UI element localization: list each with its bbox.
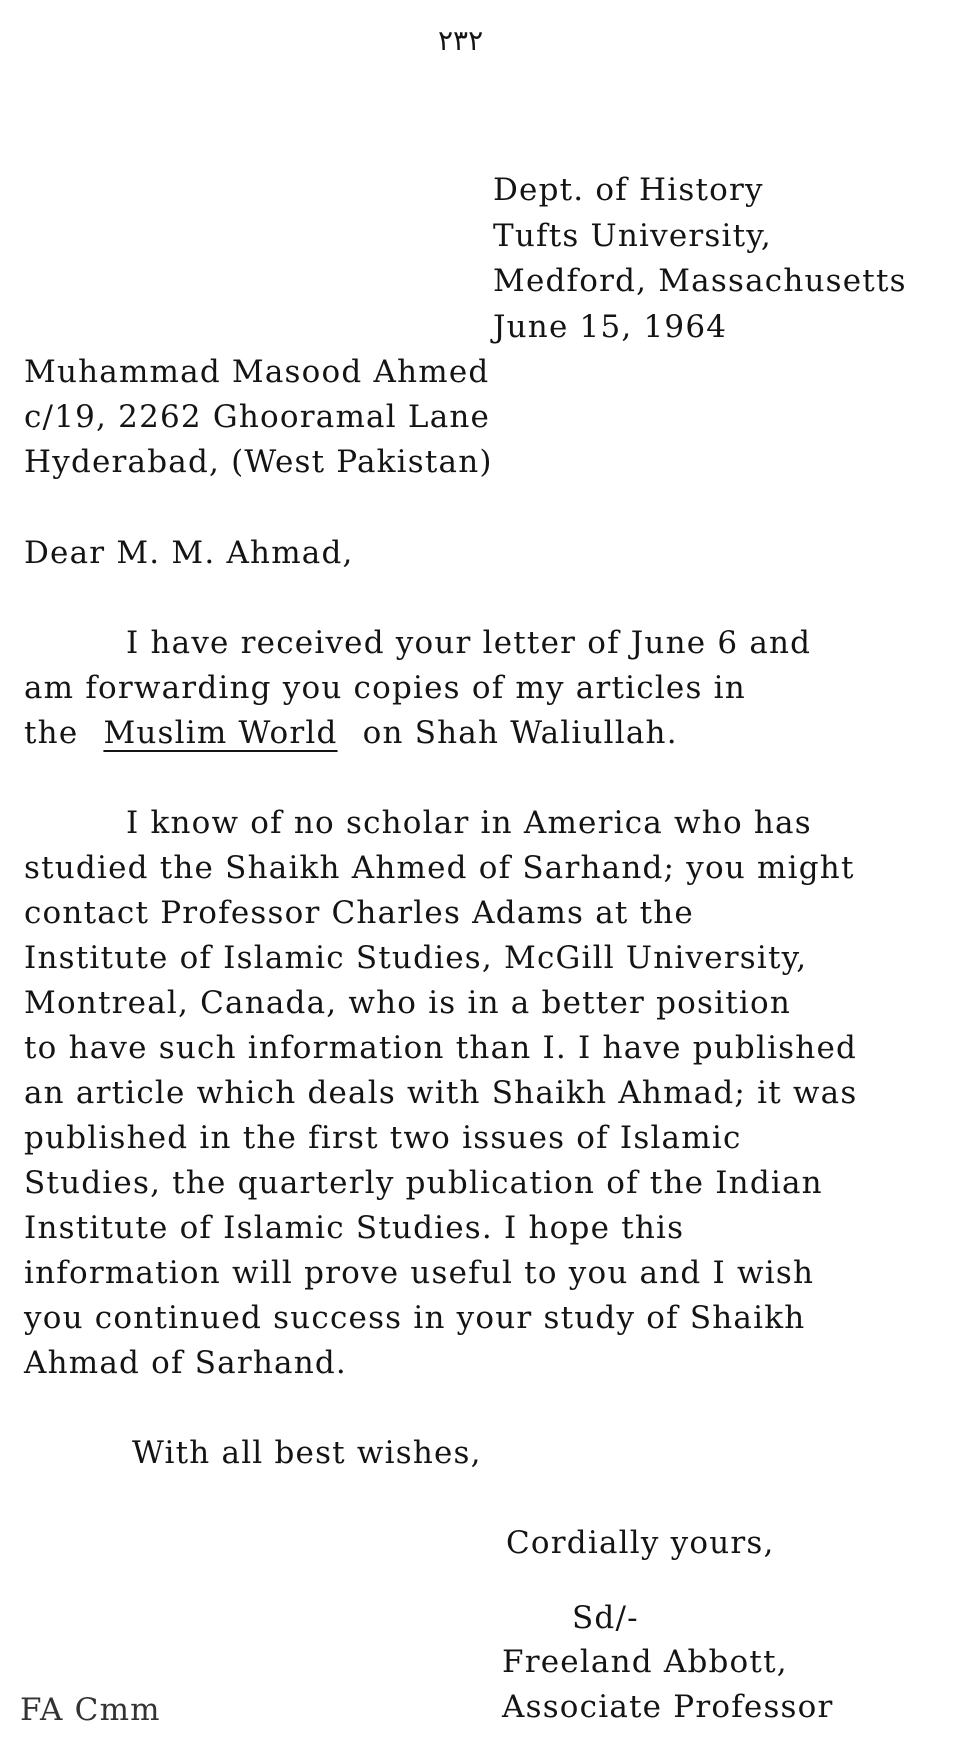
sender-line: Medford, Massachusetts [493, 263, 907, 299]
signer-title: Associate Professor [502, 1689, 834, 1725]
paragraph-line: Institute of Islamic Studies, McGill University, [24, 940, 808, 976]
signoff: Cordially yours, [506, 1525, 775, 1561]
paragraph-line: Ahmad of Sarhand. [24, 1345, 347, 1381]
paragraph-line: am forwarding you copies of my articles in [24, 670, 746, 706]
paragraph-line: you continued success in your study of Shaikh [24, 1300, 806, 1336]
sender-line: Tufts University, [493, 218, 772, 254]
paragraph-line: Studies, the quarterly publication of the Indian [24, 1165, 823, 1201]
reference-initials: FA Cmm [20, 1692, 161, 1728]
page-number: ٢٣٢ [438, 24, 484, 57]
paragraph-text: the [24, 715, 79, 751]
paragraph-line: studied the Shaikh Ahmed of Sarhand; you might [24, 850, 855, 886]
letter-date: June 15, 1964 [493, 309, 728, 345]
paragraph-line: to have such information than I. I have published [24, 1030, 858, 1066]
signature-mark: Sd/- [572, 1600, 639, 1636]
paragraph-line: published in the first two issues of Islamic [24, 1120, 742, 1156]
recipient-line: Hyderabad, (West Pakistan) [24, 444, 493, 480]
paragraph-line: Institute of Islamic Studies. I hope this [24, 1210, 685, 1246]
salutation: Dear M. M. Ahmad, [24, 535, 354, 571]
sender-line: Dept. of History [493, 172, 764, 208]
closing: With all best wishes, [132, 1435, 482, 1471]
paragraph-text: on Shah Waliullah. [362, 715, 678, 751]
paragraph-line: an article which deals with Shaikh Ahmad; it was [24, 1075, 858, 1111]
recipient-line: c/19, 2262 Ghooramal Lane [24, 399, 491, 435]
paragraph-line: information will prove useful to you and I wish [24, 1255, 815, 1291]
paragraph-line [24, 715, 678, 751]
paragraph-line: Montreal, Canada, who is in a better position [24, 985, 791, 1021]
paragraph-line: I have received your letter of June 6 and [126, 625, 812, 661]
publication-title: Muslim World [103, 715, 338, 751]
paragraph-line: contact Professor Charles Adams at the [24, 895, 694, 931]
recipient-line: Muhammad Masood Ahmed [24, 354, 490, 390]
signer-name: Freeland Abbott, [502, 1644, 788, 1680]
paragraph-line: I know of no scholar in America who has [126, 805, 812, 841]
